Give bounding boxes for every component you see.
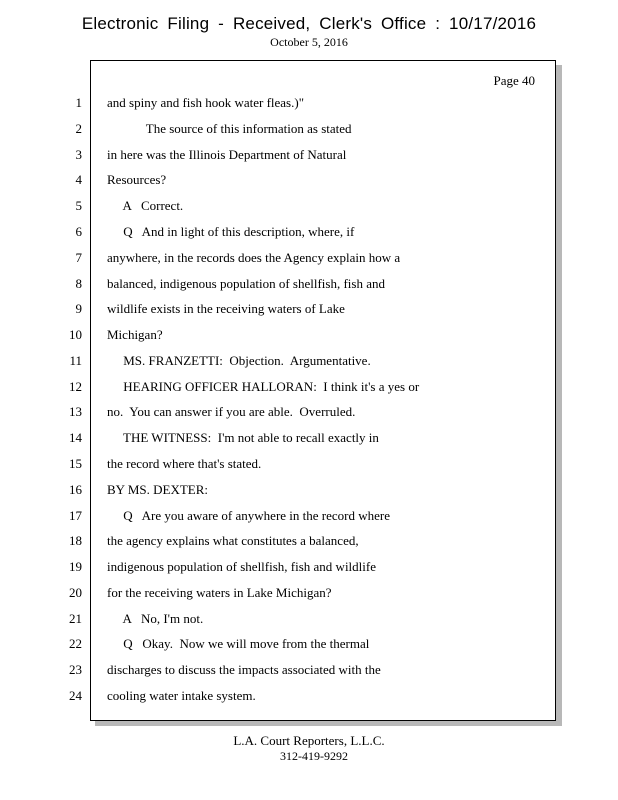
line-text: the record where that's stated.: [107, 456, 262, 471]
line-number: 14: [69, 430, 82, 445]
line-text: HEARING OFFICER HALLORAN: I think it's a yes or: [107, 379, 420, 394]
transcript-line: [0, 559, 618, 579]
transcript-line: [0, 611, 618, 631]
line-number: 4: [75, 172, 82, 187]
transcript-line: [0, 224, 618, 244]
line-text: Resources?: [107, 172, 167, 187]
line-number: 7: [75, 250, 82, 265]
line-text: THE WITNESS: I'm not able to recall exactly in: [107, 430, 379, 445]
line-number: 8: [75, 276, 82, 291]
transcript-line: [0, 379, 618, 399]
line-text: anywhere, in the records does the Agency explain how a: [107, 250, 401, 265]
line-text: and spiny and fish hook water fleas.)": [107, 95, 305, 110]
line-text: MS. FRANZETTI: Objection. Argumentative.: [107, 353, 371, 368]
transcript-line: [0, 636, 618, 656]
line-text: The source of this information as stated: [107, 121, 352, 136]
transcript-line: [0, 353, 618, 373]
page-number: Page 40: [493, 73, 535, 88]
line-text: Q Are you aware of anywhere in the record where: [107, 508, 390, 523]
line-number: 16: [69, 482, 82, 497]
filing-stamp: Electronic Filing - Received, Clerk's Office : 10/17/2016: [81, 14, 537, 33]
transcript-date: October 5, 2016: [270, 35, 348, 49]
transcript-line: [0, 688, 618, 708]
line-number: 3: [75, 147, 82, 162]
line-text: the agency explains what constitutes a balanced,: [107, 533, 359, 548]
line-text: BY MS. DEXTER:: [107, 482, 208, 497]
transcript-line: [0, 662, 618, 682]
transcript-line: [0, 95, 618, 115]
transcript-line: [0, 198, 618, 218]
line-text: A No, I'm not.: [107, 611, 204, 626]
line-text: no. You can answer if you are able. Overruled.: [107, 404, 356, 419]
line-number: 5: [75, 198, 82, 213]
transcript-line: [0, 482, 618, 502]
transcript-line: [0, 121, 618, 141]
transcript-line: [0, 276, 618, 296]
line-number: 10: [69, 327, 82, 342]
line-number: 17: [69, 508, 82, 523]
transcript-line: [0, 250, 618, 270]
line-number: 12: [69, 379, 82, 394]
line-text: Q Okay. Now we will move from the thermal: [107, 636, 370, 651]
transcript-line: [0, 508, 618, 528]
line-number: 19: [69, 559, 82, 574]
transcript-line: [0, 533, 618, 553]
line-text: balanced, indigenous population of shellfish, fish and: [107, 276, 386, 291]
transcript-line: [0, 404, 618, 424]
transcript-line: [0, 301, 618, 321]
line-number: 22: [69, 636, 82, 651]
transcript-line: [0, 172, 618, 192]
line-number: 11: [69, 353, 82, 368]
line-number: 2: [75, 121, 82, 136]
transcript-line: [0, 147, 618, 167]
line-text: wildlife exists in the receiving waters of Lake: [107, 301, 345, 316]
line-text: cooling water intake system.: [107, 688, 256, 703]
line-number: 6: [75, 224, 82, 239]
line-number: 1: [75, 95, 82, 110]
line-text: in here was the Illinois Department of Natural: [107, 147, 347, 162]
line-text: for the receiving waters in Lake Michigan?: [107, 585, 332, 600]
line-number: 23: [69, 662, 82, 677]
line-number: 9: [75, 301, 82, 316]
transcript-line: [0, 585, 618, 605]
line-number: 20: [69, 585, 82, 600]
line-text: A Correct.: [107, 198, 184, 213]
line-text: Michigan?: [107, 327, 163, 342]
line-text: discharges to discuss the impacts associated with the: [107, 662, 381, 677]
transcript-line: [0, 456, 618, 476]
line-number: 13: [69, 404, 82, 419]
transcript-line: [0, 430, 618, 450]
line-number: 21: [69, 611, 82, 626]
line-number: 15: [69, 456, 82, 471]
reporter-name: L.A. Court Reporters, L.L.C.: [233, 733, 385, 748]
line-number: 18: [69, 533, 82, 548]
reporter-phone: 312-419-9292: [280, 749, 348, 763]
transcript-line: [0, 327, 618, 347]
line-number: 24: [69, 688, 82, 703]
line-text: Q And in light of this description, where, if: [107, 224, 355, 239]
line-text: indigenous population of shellfish, fish and wildlife: [107, 559, 376, 574]
